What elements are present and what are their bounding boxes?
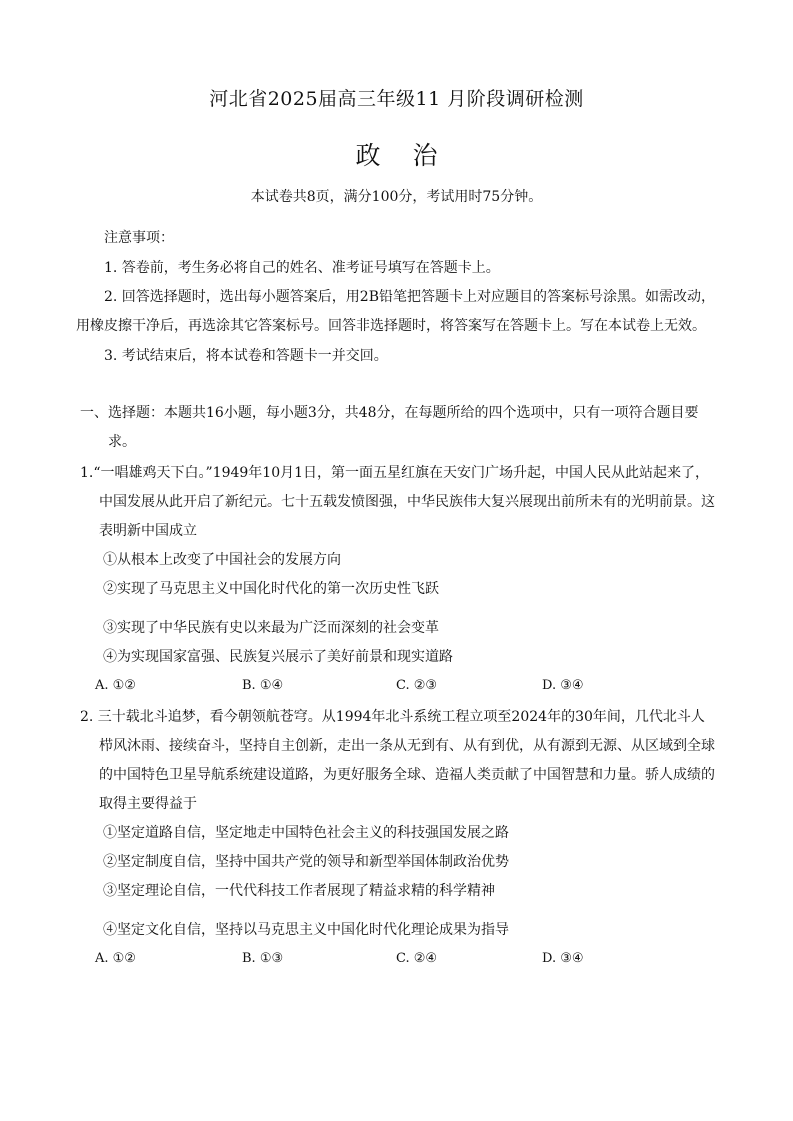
- q1-stem-line-2: 中国发展从此开启了新纪元。七十五载发愤图强，中华民族伟大复兴展现出前所未有的光明前景。这: [99, 494, 715, 510]
- q2-stem-line-2: 栉风沐雨、接续奋斗，坚持自主创新，走出一条从无到有、从有到优，从有源到无源、从区域到全球: [99, 738, 715, 754]
- q2-statement-2: ②坚定制度自信，坚持中国共产党的领导和新型举国体制政治优势: [103, 854, 509, 870]
- q2-statement-1: ①坚定道路自信，坚定地走中国特色社会主义的科技强国发展之路: [103, 825, 509, 841]
- q2-statement-3: ③坚定理论自信，一代代科技工作者展现了精益求精的科学精神: [103, 883, 495, 899]
- q1-option-d: D. ③④: [542, 678, 584, 693]
- section-heading-line-1: 一、选择题：本题共16小题，每小题3分，共48分，在每题所给的四个选项中，只有一项符合题目要: [80, 405, 699, 421]
- q2-option-d: D. ③④: [542, 951, 584, 966]
- q2-stem-line-3: 的中国特色卫星导航系统建设道路，为更好服务全球、造福人类贡献了中国智慧和力量。骄人成绩的: [99, 767, 715, 783]
- q2-option-a: A. ①②: [95, 951, 136, 966]
- exam-info: 本试卷共8页，满分100分，考试用时75分钟。: [250, 189, 543, 205]
- q1-stem-line-1: 1.“一唱雄鸡天下白。”1949年10月1日，第一面五星红旗在天安门广场升起，中国人民从此站起来了，: [80, 465, 710, 481]
- section-heading-line-2: 求。: [108, 434, 136, 450]
- q1-statement-2: ②实现了马克思主义中国化时代化的第一次历史性飞跃: [103, 581, 439, 597]
- q1-options: [95, 678, 655, 696]
- q1-option-b: B. ①④: [242, 678, 284, 693]
- notice-item-1: 1. 答卷前，考生务必将自己的姓名、准考证号填写在答题卡上。: [104, 260, 500, 276]
- q2-option-c: C. ②④: [396, 951, 438, 966]
- notice-item-3: 3. 考试结束后，将本试卷和答题卡一并交回。: [104, 348, 388, 364]
- exam-title: 河北省2025届高三年级11 月阶段调研检测: [209, 88, 584, 110]
- q2-stem-line-1: 2. 三十载北斗追梦，看今朝领航苍穹。从1994年北斗系统工程立项至2024年的30年间，几代北斗人: [80, 709, 705, 725]
- q1-stem-line-3: 表明新中国成立: [99, 523, 197, 539]
- q2-options: [95, 951, 655, 969]
- q1-option-a: A. ①②: [95, 678, 136, 693]
- q1-statement-4: ④为实现国家富强、民族复兴展示了美好前景和现实道路: [103, 649, 453, 665]
- q1-statement-3: ③实现了中华民族有史以来最为广泛而深刻的社会变革: [103, 620, 439, 636]
- q2-statement-4: ④坚定文化自信，坚持以马克思主义中国化时代化理论成果为指导: [103, 922, 509, 938]
- q2-stem-line-4: 取得主要得益于: [99, 796, 197, 812]
- q1-option-c: C. ②③: [396, 678, 438, 693]
- notice-item-2-line-1: 2. 回答选择题时，选出每小题答案后，用2B铅笔把答题卡上对应题目的答案标号涂黑。如需改动，: [104, 289, 716, 305]
- notice-item-2-line-2: 用橡皮擦干净后，再选涂其它答案标号。回答非选择题时，将答案写在答题卡上。写在本试卷上无效。: [76, 318, 706, 334]
- q2-option-b: B. ①③: [242, 951, 284, 966]
- subject-title: 政 治: [355, 141, 450, 170]
- notice-heading: 注意事项：: [104, 230, 174, 246]
- q1-statement-1: ①从根本上改变了中国社会的发展方向: [103, 552, 341, 568]
